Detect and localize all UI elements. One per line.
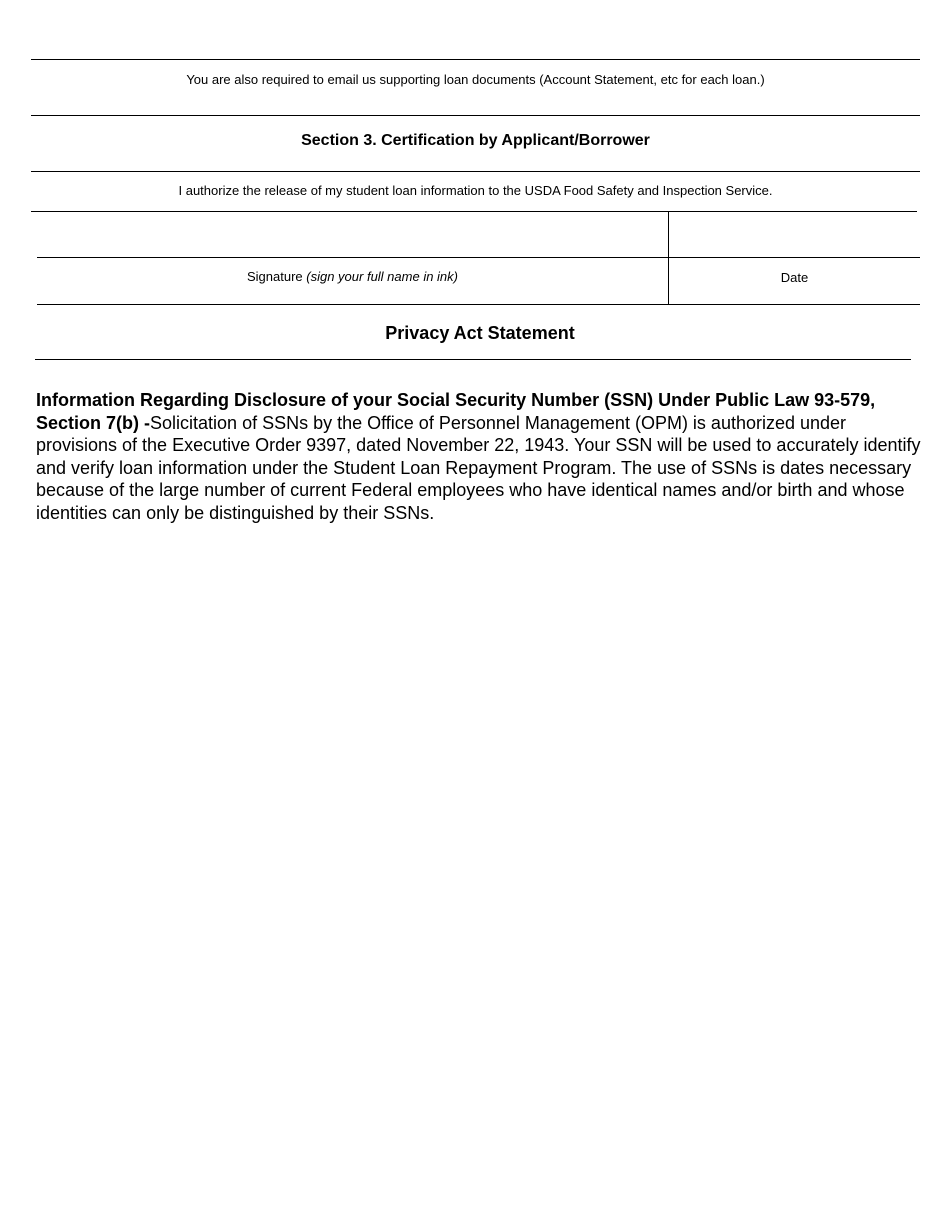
ssn-disclosure-paragraph (36, 389, 931, 525)
loan-documents-notice: You are also required to email us supporting loan documents (Account Statement, etc for each loan.) (186, 72, 765, 87)
signature-hint: (sign your full name in ink) (306, 269, 458, 284)
authorization-statement: I authorize the release of my student loan information to the USDA Food Safety and Inspection Service. (178, 183, 773, 198)
section3-bottom-rule (31, 171, 920, 172)
ssn-disclosure-body: Solicitation of SSNs by the Office of Personnel Management (OPM) is authorized under provisions of the Executive Order 9397, dated November 22, 1943. Your SSN will be used to accurately identify and verify loan information under the Student Loan Repayment Program. The use of SSNs is dates necessary because of the large number of current Federal employees who have identical names and/or birth and whose identities can only be distinguished by their SSNs. (36, 412, 921, 523)
signature-bottom-rule (37, 304, 920, 305)
signature-field[interactable] (37, 212, 668, 257)
privacy-act-title: Privacy Act Statement (385, 323, 575, 343)
signature-line (37, 257, 920, 258)
date-label: Date (780, 270, 809, 285)
top-rule (31, 59, 920, 60)
privacy-title-rule (35, 359, 911, 360)
section3-title: Section 3. Certification by Applicant/Borrower (301, 132, 650, 149)
signature-label (37, 269, 668, 284)
ssn-disclosure-heading: Information Regarding Disclosure of your Social Security Number (SSN) Under Public Law 93-579, Section 7(b) - (36, 390, 876, 433)
signature-label-text: Signature (246, 269, 303, 284)
notice-bottom-rule (31, 115, 920, 116)
date-field[interactable] (669, 212, 920, 257)
